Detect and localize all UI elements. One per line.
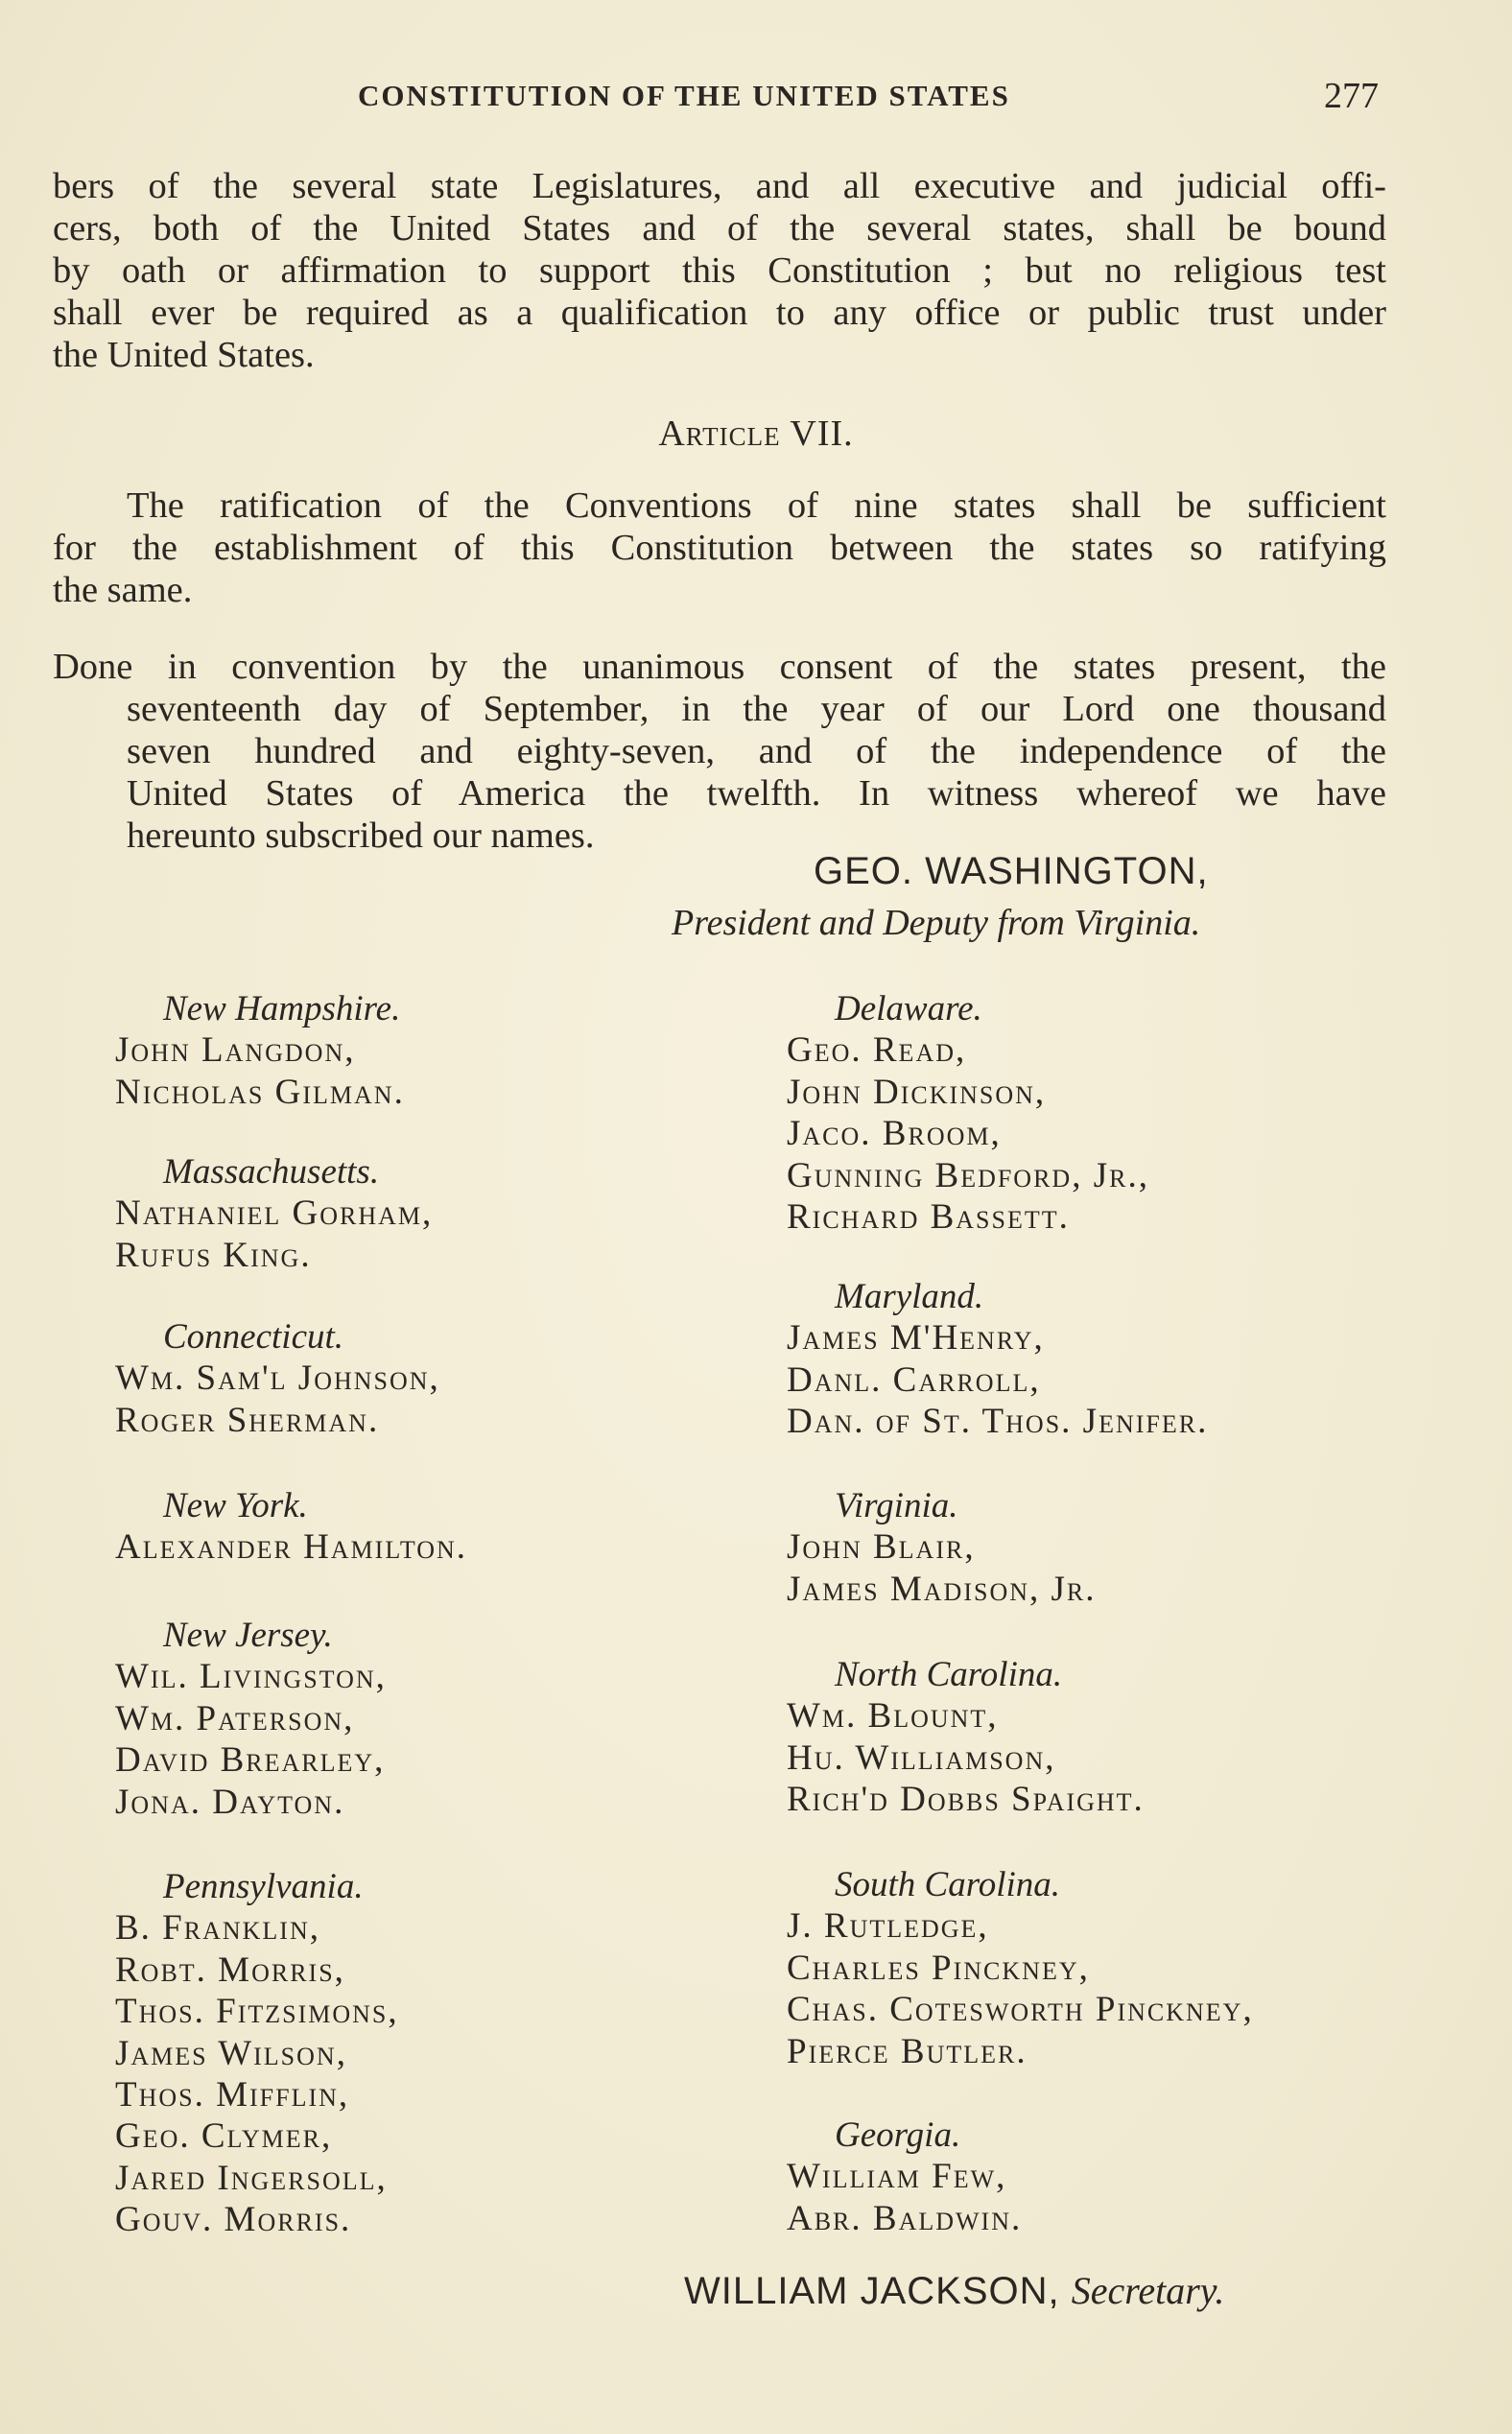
state-block-north-carolina — [787, 1654, 1145, 1821]
state-block-maryland — [787, 1276, 1208, 1443]
signer-name: B. Franklin, — [115, 1908, 320, 1949]
state-name: New Hampshire. — [163, 989, 401, 1028]
text-line: seven hundred and eighty-seven, and of the independence of the — [127, 731, 1386, 771]
signer-name: Nicholas Gilman. — [115, 1072, 405, 1112]
signer-name: J. Rutledge, — [787, 1906, 989, 1947]
state-name: New Jersey. — [163, 1616, 333, 1655]
signer-name: Geo. Clymer, — [115, 2116, 333, 2157]
text-line: United States of America the twelfth. In witness whereof we have — [127, 773, 1386, 814]
state-name: Maryland. — [835, 1277, 984, 1316]
signer-name: John Blair, — [787, 1527, 976, 1568]
signer-name: Jaco. Broom, — [787, 1114, 1002, 1154]
state-block-delaware — [787, 988, 1149, 1238]
signer-name: Wm. Blount, — [787, 1696, 999, 1737]
state-block-georgia — [787, 2115, 1022, 2239]
text-line: cers, both of the United States and of the several states, shall be bound — [53, 208, 1386, 248]
signer-name: Hu. Williamson, — [787, 1737, 1056, 1778]
signer-name: John Dickinson, — [787, 1072, 1047, 1112]
page-number: 277 — [1324, 76, 1379, 116]
state-name: North Carolina. — [835, 1655, 1063, 1694]
article-heading: Article VII. — [658, 414, 854, 454]
state-name: Delaware. — [835, 989, 982, 1028]
signer-name: Gunning Bedford, Jr., — [787, 1155, 1149, 1195]
state-block-new-hampshire — [115, 988, 405, 1113]
signer-name: Gouv. Morris. — [115, 2200, 352, 2240]
text-line: the United States. — [53, 335, 315, 375]
signer-name: Pierce Butler. — [787, 2031, 1028, 2071]
signer-name: Rufus King. — [115, 1235, 312, 1275]
text-line: The ratification of the Conventions of nine states shall be sufficient — [127, 485, 1386, 526]
signer-name: Jared Ingersoll, — [115, 2158, 388, 2198]
signer-name: James Wilson, — [115, 2033, 347, 2073]
state-name: South Carolina. — [835, 1865, 1061, 1904]
text-line: bers of the several state Legislatures, and all executive and judicial offi- — [53, 166, 1386, 206]
secretary-signature — [684, 2268, 1224, 2313]
text-line: hereunto subscribed our names. — [127, 815, 595, 856]
signer-name: Geo. Read, — [787, 1030, 967, 1071]
text-line: Done in convention by the unanimous consent of the states present, the — [53, 647, 1386, 687]
signer-name: Chas. Cotesworth Pinckney, — [787, 1990, 1254, 2030]
signer-name: Wil. Livingston, — [115, 1657, 387, 1697]
state-name: Pennsylvania. — [163, 1867, 364, 1906]
signer-name: Danl. Carroll, — [787, 1359, 1041, 1400]
attestation-paragraph — [53, 646, 1386, 857]
signer-name: Jona. Dayton. — [115, 1782, 345, 1822]
signer-name: Abr. Baldwin. — [787, 2198, 1023, 2238]
signer-name: Dan. of St. Thos. Jenifer. — [787, 1402, 1209, 1442]
article-vii-paragraph — [53, 484, 1386, 611]
state-block-new-jersey — [115, 1615, 387, 1823]
signer-name: Charles Pinckney, — [787, 1948, 1090, 1988]
signer-name: Alexander Hamilton. — [115, 1527, 468, 1568]
state-block-massachusetts — [115, 1151, 433, 1276]
signer-name: Robt. Morris, — [115, 1950, 345, 1990]
text-line: shall ever be required as a qualification to any office or public trust under — [53, 293, 1386, 333]
signer-name: Richard Bassett. — [787, 1197, 1070, 1238]
text-line: the same. — [53, 570, 193, 610]
state-name: Massachusetts. — [163, 1152, 380, 1192]
state-block-south-carolina — [787, 1864, 1254, 2072]
signer-name: James Madison, Jr. — [787, 1569, 1097, 1609]
state-name: New York. — [163, 1486, 308, 1525]
signer-name: William Few, — [787, 2157, 1007, 2197]
signer-name: David Brearley, — [115, 1740, 386, 1781]
state-block-connecticut — [115, 1316, 440, 1441]
signer-name: Nathaniel Gorham, — [115, 1193, 434, 1234]
signer-name: John Langdon, — [115, 1030, 356, 1071]
state-name: Virginia. — [835, 1486, 958, 1525]
text-line: by oath or affirmation to support this Constitution ; but no religious test — [53, 250, 1386, 291]
signer-name: Roger Sherman. — [115, 1400, 380, 1440]
signer-name: Thos. Fitzsimons, — [115, 1992, 399, 2032]
signer-name: Thos. Mifflin, — [115, 2075, 350, 2115]
signer-name: Rich'd Dobbs Spaight. — [787, 1780, 1145, 1820]
secretary-name: WILLIAM JACKSON, — [684, 2270, 1060, 2312]
text-line: for the establishment of this Constitution between the states so ratifying — [53, 528, 1386, 568]
secretary-title: Secretary. — [1071, 2269, 1225, 2312]
state-name: Georgia. — [835, 2115, 961, 2155]
signer-name: James M'Henry, — [787, 1318, 1045, 1359]
state-block-new-york — [115, 1485, 467, 1569]
state-block-virginia — [787, 1485, 1097, 1610]
signer-name: Wm. Sam'l Johnson, — [115, 1359, 440, 1399]
president-signature: GEO. WASHINGTON, — [814, 850, 1209, 892]
state-block-pennsylvania — [115, 1866, 399, 2241]
signer-name: Wm. Paterson, — [115, 1698, 355, 1738]
state-name: Connecticut. — [163, 1317, 344, 1357]
running-head: CONSTITUTION OF THE UNITED STATES — [358, 79, 1010, 112]
president-title: President and Deputy from Virginia. — [672, 903, 1201, 943]
text-line: seventeenth day of September, in the year of our Lord one thousand — [127, 689, 1386, 729]
continuation-paragraph — [53, 165, 1386, 376]
